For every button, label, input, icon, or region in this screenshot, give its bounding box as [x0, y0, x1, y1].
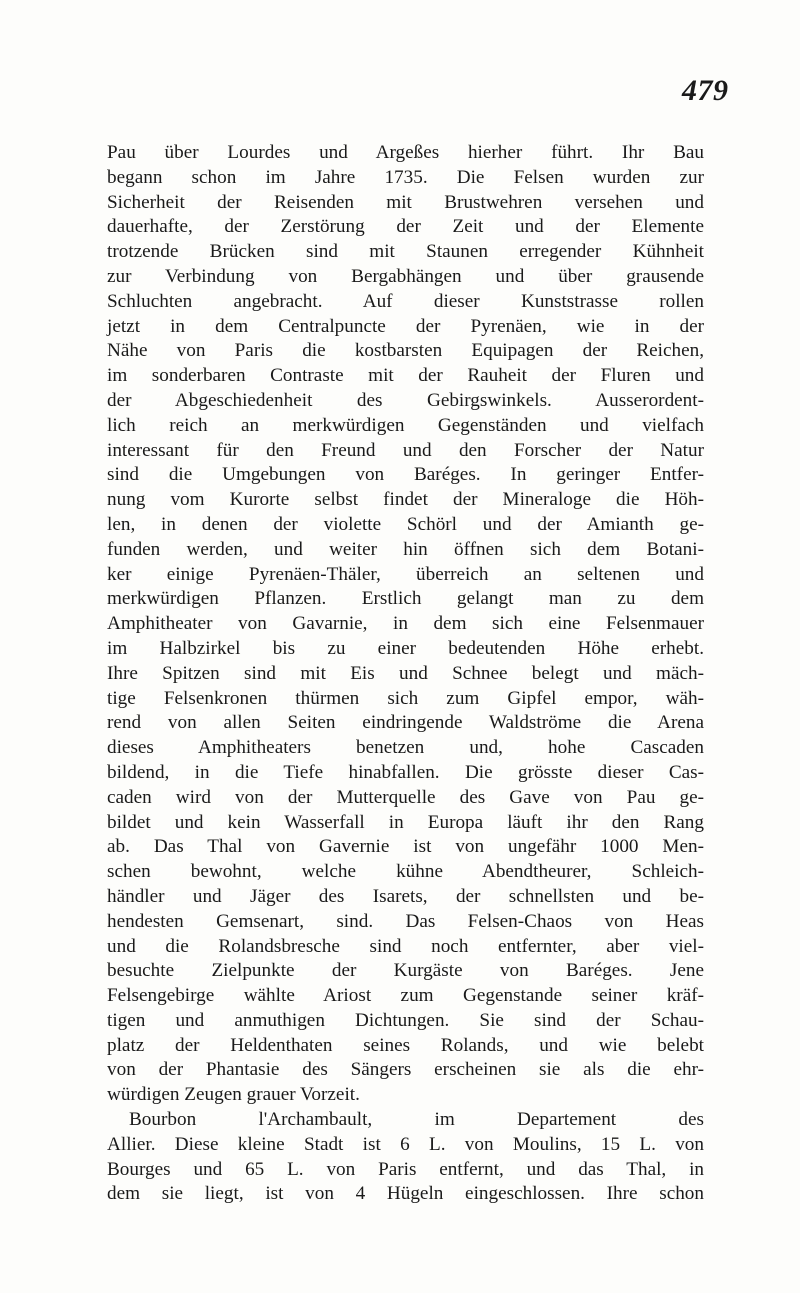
text-line-11: der Abgeschiedenheit des Gebirgswinkels. Ausserordent- [107, 389, 704, 411]
text-line-24: rend von allen Seiten eindringende Waldströme die Arena [107, 712, 704, 734]
text-line-9: Nähe von Paris die kostbarsten Equipagen der Reichen, [107, 340, 704, 362]
text-line-32: hendesten Gemsenart, sind. Das Felsen-Chaos von Heas [107, 910, 704, 932]
text-line-26: bildend, in die Tiefe hinabfallen. Die grösste dieser Cas- [107, 761, 704, 783]
text-line-4: dauerhafte, der Zerstörung der Zeit und der Elemente [107, 216, 704, 238]
text-line-30: schen bewohnt, welche kühne Abendtheurer, Schleich- [107, 861, 704, 883]
text-line-14: sind die Umgebungen von Baréges. In geringer Entfer- [107, 464, 704, 486]
text-line-18: ker einige Pyrenäen-Thäler, überreich an seltenen und [107, 563, 704, 585]
text-line-13: interessant für den Freund und den Forscher der Natur [107, 439, 704, 461]
text-line-40: Bourbon l'Archambault, im Departement des [129, 1109, 704, 1131]
text-line-3: Sicherheit der Reisenden mit Brustwehren versehen und [107, 191, 704, 213]
text-line-36: tigen und anmuthigen Dichtungen. Sie sind der Schau- [107, 1009, 704, 1031]
text-line-1: Pau über Lourdes und Argeßes hierher führt. Ihr Bau [107, 142, 704, 163]
text-line-28: bildet und kein Wasserfall in Europa läuft ihr den Rang [107, 811, 704, 833]
text-line-12: lich reich an merkwürdigen Gegenständen und vielfach [107, 414, 704, 436]
text-line-7: Schluchten angebracht. Auf dieser Kunststrasse rollen [107, 290, 704, 312]
body-text [107, 141, 704, 1207]
text-line-8: jetzt in dem Centralpuncte der Pyrenäen, wie in der [107, 315, 704, 337]
text-line-37: platz der Heldenthaten seines Rolands, und wie belebt [107, 1034, 704, 1056]
text-line-10: im sonderbaren Contraste mit der Rauheit der Fluren und [107, 365, 704, 387]
text-line-21: im Halbzirkel bis zu einer bedeutenden Höhe erhebt. [107, 637, 704, 659]
page-number: 479 [682, 74, 729, 107]
text-line-17: funden werden, und weiter hin öffnen sich dem Botani- [107, 538, 704, 560]
text-line-15: nung vom Kurorte selbst findet der Mineraloge die Höh- [107, 489, 704, 511]
text-line-39: würdigen Zeugen grauer Vorzeit. [107, 1084, 360, 1106]
text-line-22: Ihre Spitzen sind mit Eis und Schnee belegt und mäch- [107, 662, 704, 684]
text-line-19: merkwürdigen Pflanzen. Erstlich gelangt man zu dem [107, 588, 704, 610]
text-line-16: len, in denen der violette Schörl und der Amianth ge- [107, 513, 704, 535]
text-line-23: tige Felsenkronen thürmen sich zum Gipfel empor, wäh- [107, 687, 704, 709]
text-line-31: händler und Jäger des Isarets, der schnellsten und be- [107, 885, 704, 907]
text-line-5: trotzende Brücken sind mit Staunen erregender Kühnheit [107, 241, 704, 263]
text-line-42: Bourges und 65 L. von Paris entfernt, und das Thal, in [107, 1158, 704, 1180]
text-line-34: besuchte Zielpunkte der Kurgäste von Baréges. Jene [107, 960, 704, 982]
text-line-41: Allier. Diese kleine Stadt ist 6 L. von Moulins, 15 L. von [107, 1133, 704, 1155]
text-line-38: von der Phantasie des Sängers erscheinen sie als die ehr- [107, 1059, 704, 1081]
text-line-33: und die Rolandsbresche sind noch entfernter, aber viel- [107, 935, 704, 957]
text-line-27: caden wird von der Mutterquelle des Gave von Pau ge- [107, 786, 704, 808]
text-line-29: ab. Das Thal von Gavernie ist von ungefähr 1000 Men- [107, 836, 704, 858]
text-line-6: zur Verbindung von Bergabhängen und über grausende [107, 265, 704, 287]
text-line-2: begann schon im Jahre 1735. Die Felsen wurden zur [107, 166, 704, 188]
text-line-20: Amphitheater von Gavarnie, in dem sich eine Felsenmauer [107, 613, 704, 635]
text-line-35: Felsengebirge wählte Ariost zum Gegenstande seiner kräf- [107, 985, 704, 1007]
text-line-25: dieses Amphitheaters benetzen und, hohe Cascaden [107, 737, 704, 759]
text-line-43: dem sie liegt, ist von 4 Hügeln eingeschlossen. Ihre schon [107, 1183, 704, 1205]
